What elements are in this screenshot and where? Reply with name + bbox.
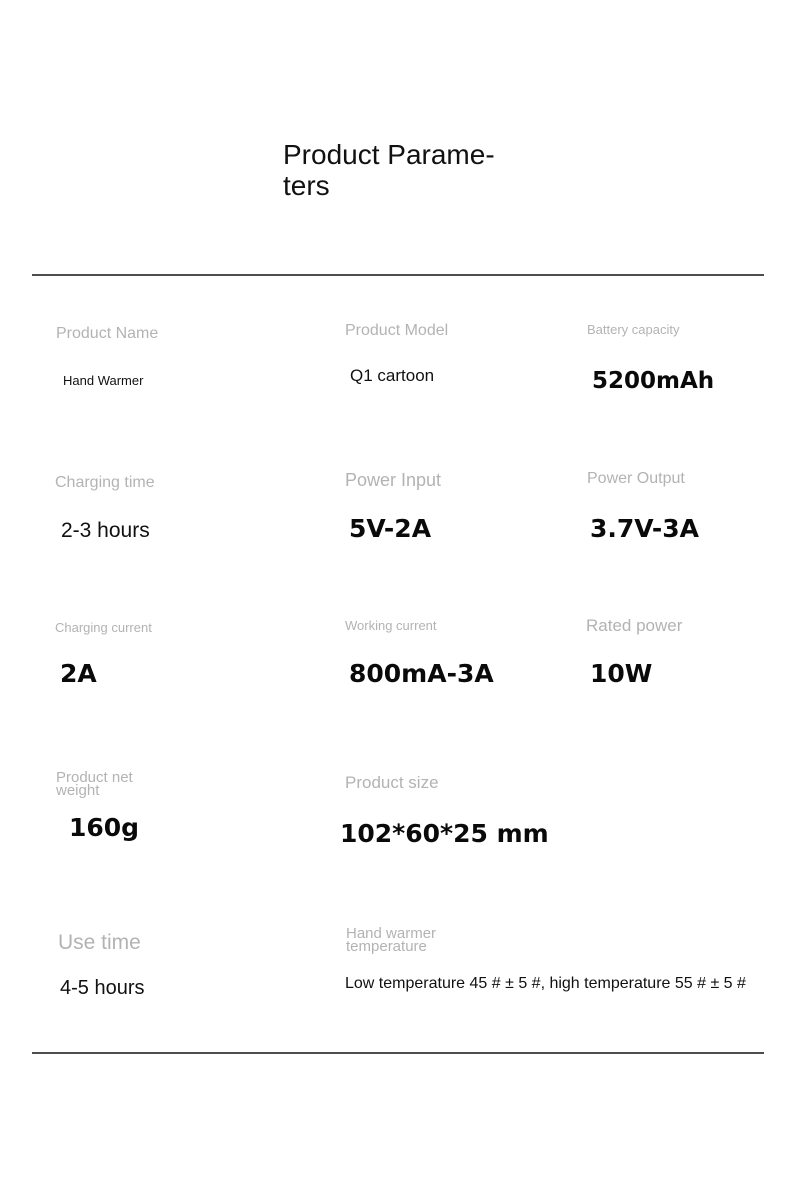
- hand-warmer-temperature-value: Low temperature 45 # ± 5 #, high temperature 55 # ± 5 #: [345, 975, 746, 992]
- product-model-value: Q1 cartoon: [350, 366, 435, 385]
- rated-power-label: Rated power: [586, 616, 683, 635]
- page-title: [283, 139, 513, 201]
- power-input-label: Power Input: [345, 470, 442, 490]
- product-net-weight-label: [56, 771, 133, 797]
- power-output-label: Power Output: [587, 470, 685, 487]
- product-size-label: Product size: [345, 773, 439, 792]
- bottom-divider: [32, 1052, 764, 1054]
- charging-current-label: Charging current: [55, 620, 152, 635]
- top-divider: [32, 274, 764, 276]
- power-input-value: 5V-2A: [349, 514, 432, 543]
- product-net-weight-label-line2: weight: [56, 782, 100, 799]
- product-net-weight-label-line1: Product net: [56, 769, 133, 786]
- charging-current-value: 2A: [60, 659, 97, 688]
- product-name-label: Product Name: [56, 325, 159, 342]
- hand-warmer-temperature-label-line2: temperature: [346, 938, 427, 955]
- working-current-value: 800mA-3A: [349, 659, 494, 688]
- working-current-label: Working current: [345, 618, 437, 633]
- use-time-label: Use time: [58, 931, 141, 954]
- charging-time-label: Charging time: [55, 474, 155, 491]
- page-title-line1: Product Parame-: [283, 139, 495, 170]
- power-output-value: 3.7V-3A: [590, 514, 699, 543]
- product-size-value: 102*60*25 mm: [340, 819, 549, 848]
- charging-time-value: 2-3 hours: [61, 519, 150, 542]
- use-time-value: 4-5 hours: [60, 977, 145, 999]
- battery-capacity-value: 5200mAh: [592, 368, 715, 394]
- product-name-value: Hand Warmer: [63, 373, 144, 388]
- rated-power-value: 10W: [590, 659, 653, 688]
- hand-warmer-temperature-label: [346, 927, 436, 953]
- product-net-weight-value: 160g: [69, 813, 140, 842]
- page-title-line2: ters: [283, 170, 330, 201]
- hand-warmer-temperature-label-line1: Hand warmer: [346, 925, 437, 942]
- battery-capacity-label: Battery capacity: [587, 322, 680, 337]
- product-model-label: Product Model: [345, 322, 449, 339]
